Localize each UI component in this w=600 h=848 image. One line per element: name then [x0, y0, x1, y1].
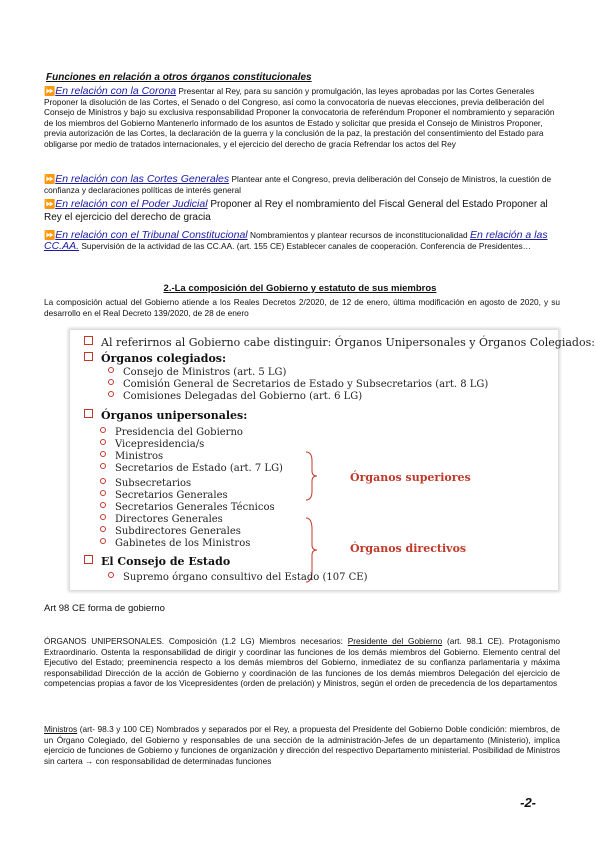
unipersonales-paragraph	[44, 636, 560, 689]
list-item	[108, 379, 488, 390]
colegiados-heading	[84, 352, 226, 365]
circle-bullet-icon	[100, 502, 106, 508]
cortes-text: Plantear ante el Congreso, previa deliberación del Consejo de Ministros, la cuestión de confianza y declaraciones políticas de interés general	[44, 174, 552, 195]
square-bullet-icon	[84, 409, 93, 418]
double-arrow-icon: ⏩	[44, 230, 56, 240]
list-item	[108, 391, 362, 402]
circle-bullet-icon	[108, 379, 114, 385]
directivos-label: Órganos directivos	[350, 542, 467, 555]
circle-bullet-icon	[100, 463, 106, 469]
list-item-text: Comisión General de Secretarios de Estado y Subsecretarios (art. 8 LG)	[123, 379, 489, 390]
list-item-text: Presidencia del Gobierno	[115, 427, 243, 438]
list-item	[100, 478, 191, 489]
square-bullet-icon	[84, 336, 93, 345]
page-number: -2-	[520, 795, 536, 810]
circle-bullet-icon	[100, 526, 106, 532]
list-item-text: Vicepresidencia/s	[115, 439, 205, 450]
unipersonales-text1: Composición (1.2 LG) Miembros necesarios:	[164, 636, 348, 646]
list-item-text: Gabinetes de los Ministros	[115, 538, 251, 549]
circle-bullet-icon	[108, 572, 114, 578]
list-item	[100, 490, 228, 501]
ministros-text: (art- 98.3 y 100 CE) Nombrados y separados por el Rey, a propuesta del Presidente del Gobierno Doble condición: miembros, de un Órgano Colegiado, del Gobierno y responsables de una sección de la administración-Jefes de un departamento (Ministerio), implica ejercicio de funciones de Gobierno y funciones de organización y dirección del respectivo Departamento ministerial. Posibilidad de Ministros sin cartera → con responsabilidad de determinadas funciones	[44, 724, 560, 766]
tc-paragraph	[44, 230, 560, 251]
section2-intro: La composición actual del Gobierno atiende a los Reales Decretos 2/2020, de 12 de enero, última modificación en agosto de 2020, y su desarrollo en el Real Decreto 139/2020, de 28 de enero	[44, 297, 560, 318]
circle-bullet-icon	[108, 367, 114, 373]
consejo-title: El Consejo de Estado	[101, 555, 231, 568]
ccaa-text: Supervisión de la actividad de las CC.AA. (art. 155 CE) Establecer canales de cooperación. Conferencia de Presidentes…	[79, 240, 531, 251]
unipersonales-title: Órganos unipersonales:	[101, 409, 248, 422]
tc-link[interactable]: En relación con el Tribunal Constitucional	[55, 229, 248, 241]
tc-text: Nombramientos y plantear recursos de inconstitucionalidad	[247, 230, 470, 240]
circle-bullet-icon	[108, 391, 114, 397]
list-item-text: Secretarios Generales	[115, 490, 228, 501]
circle-bullet-icon	[100, 514, 106, 520]
circle-bullet-icon	[100, 490, 106, 496]
list-item	[100, 439, 204, 450]
corona-text: Presentar al Rey, para su sanción y promulgación, las leyes aprobadas por las Cortes Generales Proponer la disolución de las Cortes, el Senado o del Congreso, así como la convocatoria de nuevas elecciones, previa deliberación del Consejo de Ministros y bajo su exclusiva responsabilidad Proponer la convocatoria de referéndum Proponer el nombramiento y separación de los miembros del Gobierno Mantenerlo informado de los asuntos de Estado y solicitar que presida el Consejo de Ministros Proponer, previa autorización de las Cortes, la declaración de la guerra y la conclusión de la paz, la prestación del consentimiento del Estado para obligarse por medio de tratados internacionales, y el ejercicio del derecho de gracia Refrendar los actos del Rey	[44, 86, 555, 149]
list-item-text: Directores Generales	[115, 514, 223, 525]
cortes-link[interactable]: En relación con las Cortes Generales	[55, 173, 230, 185]
list-item	[100, 463, 283, 474]
square-bullet-icon	[84, 352, 93, 361]
brace-superiores-icon	[304, 451, 318, 501]
superiores-label: Órganos superiores	[350, 471, 471, 484]
square-bullet-icon	[84, 555, 93, 564]
list-item-text: Comisiones Delegadas del Gobierno (art. 6 LG)	[123, 391, 363, 402]
list-item-text: Ministros	[115, 451, 164, 462]
consejo-heading	[84, 555, 230, 568]
ministros-paragraph	[44, 724, 560, 766]
list-item-text: Subsecretarios	[115, 478, 192, 489]
list-item	[100, 502, 275, 513]
circle-bullet-icon	[100, 538, 106, 544]
list-item-text: Consejo de Ministros (art. 5 LG)	[123, 367, 287, 378]
list-item-text: Secretarios Generales Técnicos	[115, 502, 275, 513]
list-item	[100, 451, 163, 462]
double-arrow-icon: ⏩	[44, 86, 56, 96]
unipersonales-heading	[84, 409, 247, 422]
double-arrow-icon: ⏩	[44, 174, 56, 184]
circle-bullet-icon	[100, 427, 106, 433]
double-arrow-icon: ⏩	[44, 199, 56, 209]
presidente-link: Presidente del Gobierno	[347, 636, 443, 646]
box-intro-text: Al referirnos al Gobierno cabe distinguir: Órganos Unipersonales y Órganos Colegiados:	[101, 336, 595, 349]
box-intro	[84, 336, 595, 349]
judicial-text: Proponer al Rey el nombramiento del Fiscal General del Estado Proponer al Rey el ejercicio del derecho de gracia	[44, 199, 548, 223]
judicial-link[interactable]: En relación con el Poder Judicial	[55, 198, 208, 210]
list-item	[100, 427, 243, 438]
art98-line: Art 98 CE forma de gobierno	[44, 603, 165, 614]
functions-heading: Funciones en relación a otros órganos constitucionales	[46, 72, 312, 83]
colegiados-title: Órganos colegiados:	[101, 352, 227, 365]
unipersonales-text2: (art. 98.1 CE). Protagonismo Extraordinario. Ostenta la responsabilidad de dirigir y coordinar las funciones de los demás miembros del Gobierno. Elemento central del Ejecutivo del Estado; preeminencia respecto a los demás miembros del Gobierno, inmediatez de su confianza parlamentaria y máxima responsabilidad Dirección de la acción de Gobierno y coordinación de las funciones de los demás miembros Delegación del ejercicio de competencias propias a favor de los Vicepresidentes (orden de prelación) y Ministros, según el orden de precedencia de los departamentos	[44, 636, 561, 689]
list-item-text: Supremo órgano consultivo del Estado (107 CE)	[123, 572, 368, 583]
list-item	[100, 526, 241, 537]
ccaa-link[interactable]: En relación a las CC.AA.	[44, 229, 548, 252]
list-item	[100, 514, 223, 525]
list-item-text: Subdirectores Generales	[115, 526, 241, 537]
circle-bullet-icon	[100, 439, 106, 445]
list-item	[100, 538, 250, 549]
unipersonales-label: ÓRGANOS UNIPERSONALES.	[44, 636, 165, 646]
cortes-paragraph	[44, 174, 560, 195]
circle-bullet-icon	[100, 451, 106, 457]
organs-box	[74, 333, 595, 587]
judicial-paragraph	[44, 198, 560, 224]
list-item	[108, 367, 286, 378]
section2-title: 2.-La composición del Gobierno y estatuto de sus miembros	[163, 283, 437, 294]
corona-link[interactable]: En relación con la Corona	[55, 85, 177, 97]
circle-bullet-icon	[100, 478, 106, 484]
list-item	[108, 572, 368, 583]
corona-paragraph	[44, 86, 560, 150]
ministros-label: Ministros	[44, 724, 78, 734]
list-item-text: Secretarios de Estado (art. 7 LG)	[115, 463, 283, 474]
